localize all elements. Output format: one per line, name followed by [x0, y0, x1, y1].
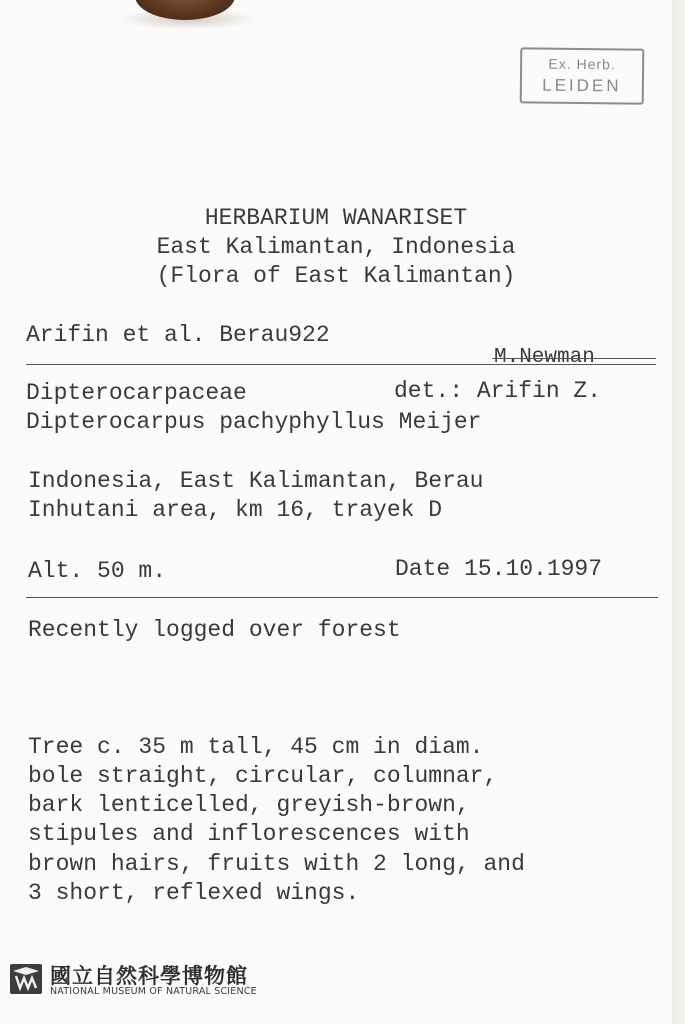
- locality-line-2: Inhutani area, km 16, trayek D: [28, 497, 443, 523]
- description-line: 3 short, reflexed wings.: [28, 880, 360, 906]
- determiner-strikethrough: [492, 358, 656, 359]
- altitude: Alt. 50 m.: [28, 558, 167, 584]
- museum-logo-icon: [10, 964, 42, 994]
- sheet-edge: [672, 0, 685, 1024]
- family-name: Dipterocarpaceae: [26, 380, 247, 406]
- collection-date: Date 15.10.1997: [395, 556, 603, 582]
- description-line: bark lenticelled, greyish-brown,: [28, 792, 470, 818]
- institution-title: HERBARIUM WANARISET: [204, 205, 468, 231]
- stamp-line-2: LEIDEN: [542, 75, 622, 96]
- stamp-line-1: Ex. Herb.: [548, 55, 616, 73]
- project-line: (Flora of East Kalimantan): [156, 263, 516, 289]
- locality-line-1: Indonesia, East Kalimantan, Berau: [28, 468, 484, 494]
- divider-1: [26, 364, 656, 365]
- region-line: East Kalimantan, Indonesia: [156, 234, 516, 260]
- description-line: stipules and inflorescences with: [28, 821, 470, 847]
- determination: det.: Arifin Z.: [394, 378, 602, 404]
- description-line: bole straight, circular, columnar,: [28, 763, 498, 789]
- description-line: Tree c. 35 m tall, 45 cm in diam.: [28, 734, 484, 760]
- collector-number: Arifin et al. Berau922: [26, 322, 330, 348]
- struck-determiner: M.Newman: [494, 346, 595, 369]
- habitat: Recently logged over forest: [28, 617, 401, 643]
- ex-herb-stamp: [520, 47, 645, 104]
- description-line: brown hairs, fruits with 2 long, and: [28, 851, 525, 877]
- museum-name-english: NATIONAL MUSEUM OF NATURAL SCIENCE: [50, 986, 257, 997]
- species-name: Dipterocarpus pachyphyllus Meijer: [26, 409, 482, 435]
- museum-name-chinese: 國立自然科學博物館: [50, 964, 248, 988]
- divider-2: [26, 597, 658, 598]
